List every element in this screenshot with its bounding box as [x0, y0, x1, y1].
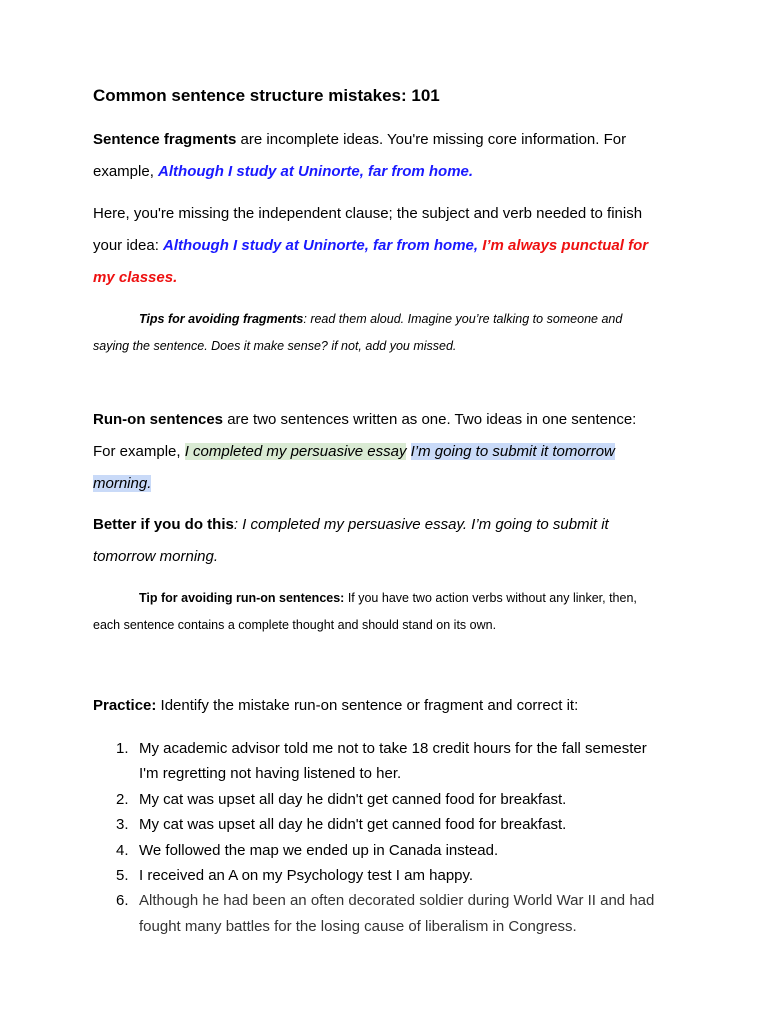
- runon-tip-label: Tip for avoiding run-on sentences:: [139, 591, 345, 605]
- list-item-text: fought many battles for the losing cause of liberalism in Congress.: [139, 917, 577, 935]
- list-item-number: 6.: [116, 892, 129, 910]
- list-item-text: I'm regretting not having listened to her.: [139, 765, 402, 783]
- page-title: Common sentence structure mistakes: 101: [93, 86, 440, 105]
- list-item: [93, 787, 683, 812]
- fragments-tip-label: Tips for avoiding fragments: [139, 312, 304, 326]
- runon-example-blue-2: morning.: [93, 475, 152, 492]
- fragments-fix-red-1: I’m always punctual for: [478, 237, 649, 254]
- list-item-number: 1.: [116, 740, 129, 757]
- list-item: [93, 888, 683, 939]
- list-item-text: We followed the map we ended up in Canada instead.: [139, 841, 499, 859]
- practice-label: Practice:: [93, 697, 157, 714]
- list-item-text: Although he had been an often decorated soldier during World War II and had: [139, 892, 655, 910]
- runon-tip-text-1: If you have two action verbs without any linker, then,: [344, 591, 637, 605]
- practice-instruction-text: Identify the mistake run-on sentence or fragment and correct it:: [156, 697, 579, 714]
- runon-better: [93, 509, 683, 573]
- fragments-example-prefix: example,: [93, 163, 159, 180]
- fragments-fix-prefix: your idea:: [93, 237, 164, 254]
- runon-example-prefix: For example,: [93, 443, 185, 460]
- runon-tip: [93, 585, 683, 639]
- list-item-text: My academic advisor told me not to take 18 credit hours for the fall semester: [139, 740, 647, 757]
- list-item: [93, 812, 683, 837]
- runon-term: Run-on sentences: [93, 411, 224, 428]
- runon-better-text-1: : I completed my persuasive essay. I’m going to submit it: [233, 516, 609, 533]
- list-item-text: My cat was upset all day he didn't get canned food for breakfast.: [139, 790, 567, 808]
- runon-example-green: I completed my persuasive essay: [184, 443, 407, 460]
- fragments-tip: [93, 306, 683, 360]
- runon-definition: [93, 404, 683, 500]
- fragments-fix-blue: Although I study at Uninorte, far from home,: [163, 237, 479, 254]
- runon-better-label: Better if you do this: [93, 516, 234, 533]
- list-item-number: 2.: [116, 790, 129, 808]
- fragments-tip-text-2: saying the sentence. Does it make sense? if not, add you missed.: [93, 339, 457, 353]
- list-item-number: 3.: [116, 816, 129, 834]
- list-item-number: 4.: [116, 841, 129, 859]
- fragments-definition: [93, 124, 683, 188]
- fragments-fix-red-2: my classes.: [93, 269, 178, 286]
- list-item: [93, 838, 683, 863]
- list-item-text: I received an A on my Psychology test I am happy.: [139, 867, 474, 885]
- fragments-definition-text: are incomplete ideas. You're missing core information. For: [236, 131, 627, 148]
- list-item-text: My cat was upset all day he didn't get canned food for breakfast.: [139, 816, 567, 834]
- runon-example-blue-1: I’m going to submit it tomorrow: [410, 443, 615, 460]
- list-item-number: 5.: [116, 867, 129, 885]
- fragments-term: Sentence fragments: [93, 131, 237, 148]
- fragments-example: Although I study at Uninorte, far from home.: [158, 163, 474, 180]
- practice-list: [93, 736, 683, 939]
- list-item: [93, 863, 683, 888]
- runon-definition-text: are two sentences written as one. Two ideas in one sentence:: [223, 411, 637, 428]
- practice-instruction: [93, 690, 683, 722]
- fragments-fix-text: Here, you're missing the independent clause; the subject and verb needed to finish: [93, 205, 643, 222]
- fragments-fix: [93, 198, 683, 294]
- runon-tip-text-2: each sentence contains a complete thought and should stand on its own.: [93, 618, 497, 632]
- fragments-tip-text-1: : read them aloud. Imagine you’re talking to someone and: [303, 312, 623, 326]
- runon-better-text-2: tomorrow morning.: [93, 548, 219, 565]
- list-item: [93, 736, 683, 787]
